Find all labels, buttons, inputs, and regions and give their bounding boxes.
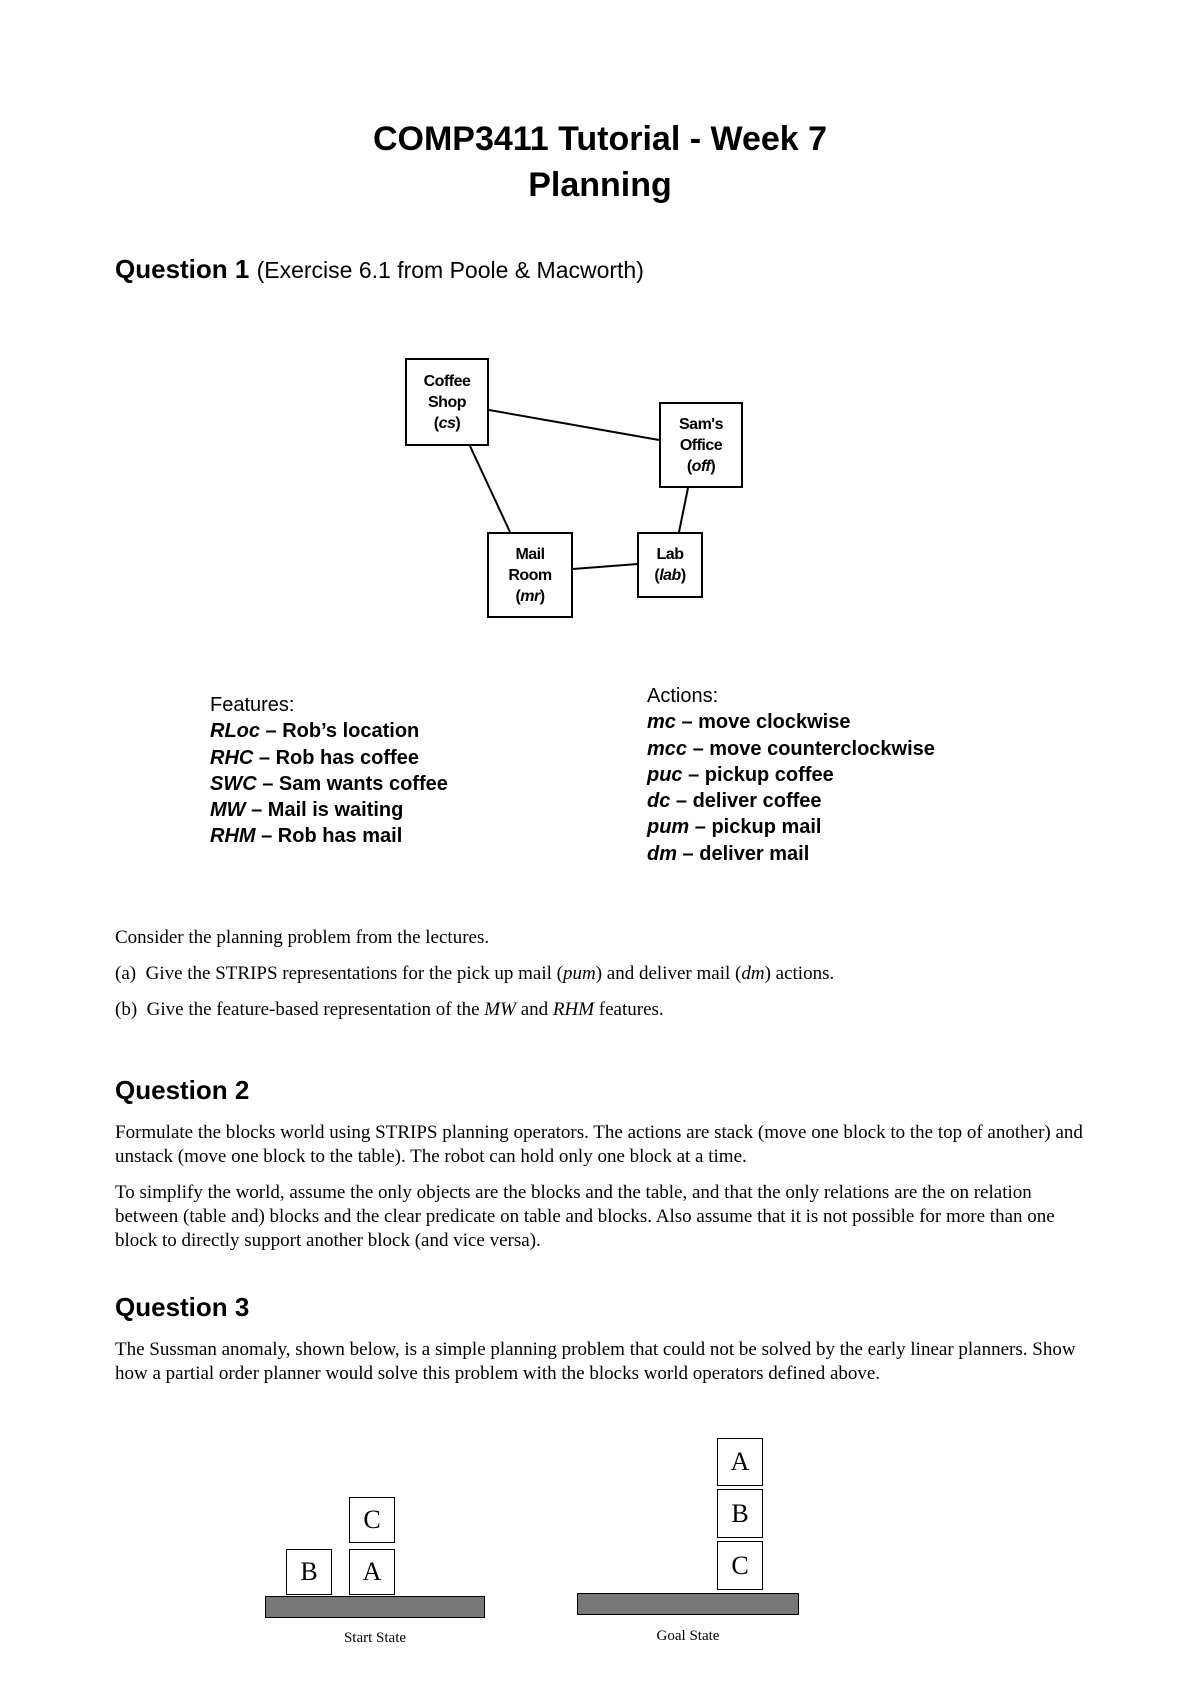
node-code: (mr) bbox=[515, 587, 545, 605]
block-c: C bbox=[349, 1497, 395, 1543]
features-list bbox=[210, 692, 448, 850]
location-diagram bbox=[0, 0, 1200, 700]
actions-list bbox=[647, 683, 935, 867]
question-1-part-b bbox=[115, 998, 664, 1022]
action-item: mc – move clockwise bbox=[647, 711, 851, 734]
question-1-intro: Consider the planning problem from the lectures. bbox=[115, 927, 490, 948]
part-emphasis: dm bbox=[741, 963, 765, 984]
action-item: dc – deliver coffee bbox=[647, 790, 822, 813]
node-label: Room bbox=[508, 566, 552, 584]
action-item: mcc – move counterclockwise bbox=[647, 737, 935, 760]
question-2-heading: Question 2 bbox=[115, 1075, 250, 1105]
part-text: Give the STRIPS representations for the pick up mail ( bbox=[145, 963, 563, 984]
question-1-source: (Exercise 6.1 from Poole & Macworth) bbox=[256, 257, 644, 283]
goal-table bbox=[577, 1593, 799, 1615]
goal-state-caption: Goal State bbox=[656, 1628, 720, 1644]
block-a: A bbox=[717, 1438, 763, 1486]
node-label: Mail bbox=[515, 545, 545, 563]
action-item: pum – pickup mail bbox=[647, 816, 822, 839]
node-code: (lab) bbox=[654, 567, 686, 584]
part-text: and bbox=[515, 999, 553, 1020]
part-text: ) actions. bbox=[764, 963, 835, 984]
edge-coffee-mailroom bbox=[470, 446, 510, 532]
part-emphasis: RHM bbox=[552, 999, 595, 1020]
question-3-paragraph: The Sussman anomaly, shown below, is a simple planning problem that could not be solved by the early linear planners. Show how a partial order planner would solve this problem with the blocks world operators defined above. bbox=[115, 1339, 1076, 1384]
part-label: (a) bbox=[115, 963, 137, 984]
part-text: Give the feature-based representation of the bbox=[146, 999, 485, 1020]
start-table bbox=[265, 1596, 485, 1618]
edge-office-lab bbox=[679, 488, 688, 532]
node-code: (off) bbox=[686, 457, 716, 475]
part-text: ) and deliver mail ( bbox=[595, 963, 742, 984]
block-b: B bbox=[717, 1489, 763, 1538]
question-2-paragraph-1: Formulate the blocks world using STRIPS planning operators. The actions are stack (move one block to the top of another) and unstack (move one block to the table). The robot can hold only one block at a time. bbox=[115, 1122, 1083, 1167]
node-sams-office bbox=[659, 402, 743, 488]
node-label: Lab bbox=[656, 546, 684, 563]
feature-item: SWC – Sam wants coffee bbox=[210, 772, 448, 795]
part-emphasis: MW bbox=[484, 999, 516, 1020]
part-emphasis: pum bbox=[562, 963, 596, 984]
question-2-paragraph-2: To simplify the world, assume the only objects are the blocks and the table, and that the only relations are the on relation between (table and) blocks and the clear predicate on table and blocks. Also assume that it is not possible for more than one block to directly support another block (and vice versa). bbox=[115, 1182, 1055, 1251]
feature-item: RLoc – Rob’s location bbox=[210, 720, 420, 743]
diagram-edges bbox=[0, 0, 1200, 700]
node-label: Coffee bbox=[423, 372, 471, 390]
feature-item: MW – Mail is waiting bbox=[210, 799, 404, 822]
feature-item: RHC – Rob has coffee bbox=[210, 746, 419, 769]
block-b: B bbox=[286, 1549, 332, 1595]
question-1-title: Question 1 bbox=[115, 254, 250, 284]
node-label: Office bbox=[679, 436, 723, 454]
part-text: features. bbox=[594, 999, 664, 1020]
node-code: (cs) bbox=[433, 414, 461, 432]
page-title: COMP3411 Tutorial - Week 7 bbox=[372, 120, 828, 158]
part-label: (b) bbox=[115, 999, 138, 1020]
start-state-caption: Start State bbox=[343, 1630, 407, 1646]
node-label: Shop bbox=[428, 393, 466, 411]
edge-mailroom-lab bbox=[573, 564, 637, 569]
page-subtitle: Planning bbox=[528, 166, 672, 204]
block-c: C bbox=[717, 1541, 763, 1590]
question-3-heading: Question 3 bbox=[115, 1292, 250, 1322]
node-lab bbox=[637, 532, 703, 598]
node-mail-room bbox=[487, 532, 573, 618]
action-item: dm – deliver mail bbox=[647, 842, 810, 865]
actions-heading: Actions: bbox=[647, 685, 719, 707]
feature-item: RHM – Rob has mail bbox=[210, 825, 403, 848]
node-label: Sam's bbox=[679, 415, 723, 433]
node-coffee-shop bbox=[405, 358, 489, 446]
question-1-part-a bbox=[115, 962, 834, 986]
features-heading: Features: bbox=[210, 694, 295, 716]
action-item: puc – pickup coffee bbox=[647, 763, 834, 786]
edge-coffee-office bbox=[489, 410, 659, 440]
block-a: A bbox=[349, 1549, 395, 1595]
